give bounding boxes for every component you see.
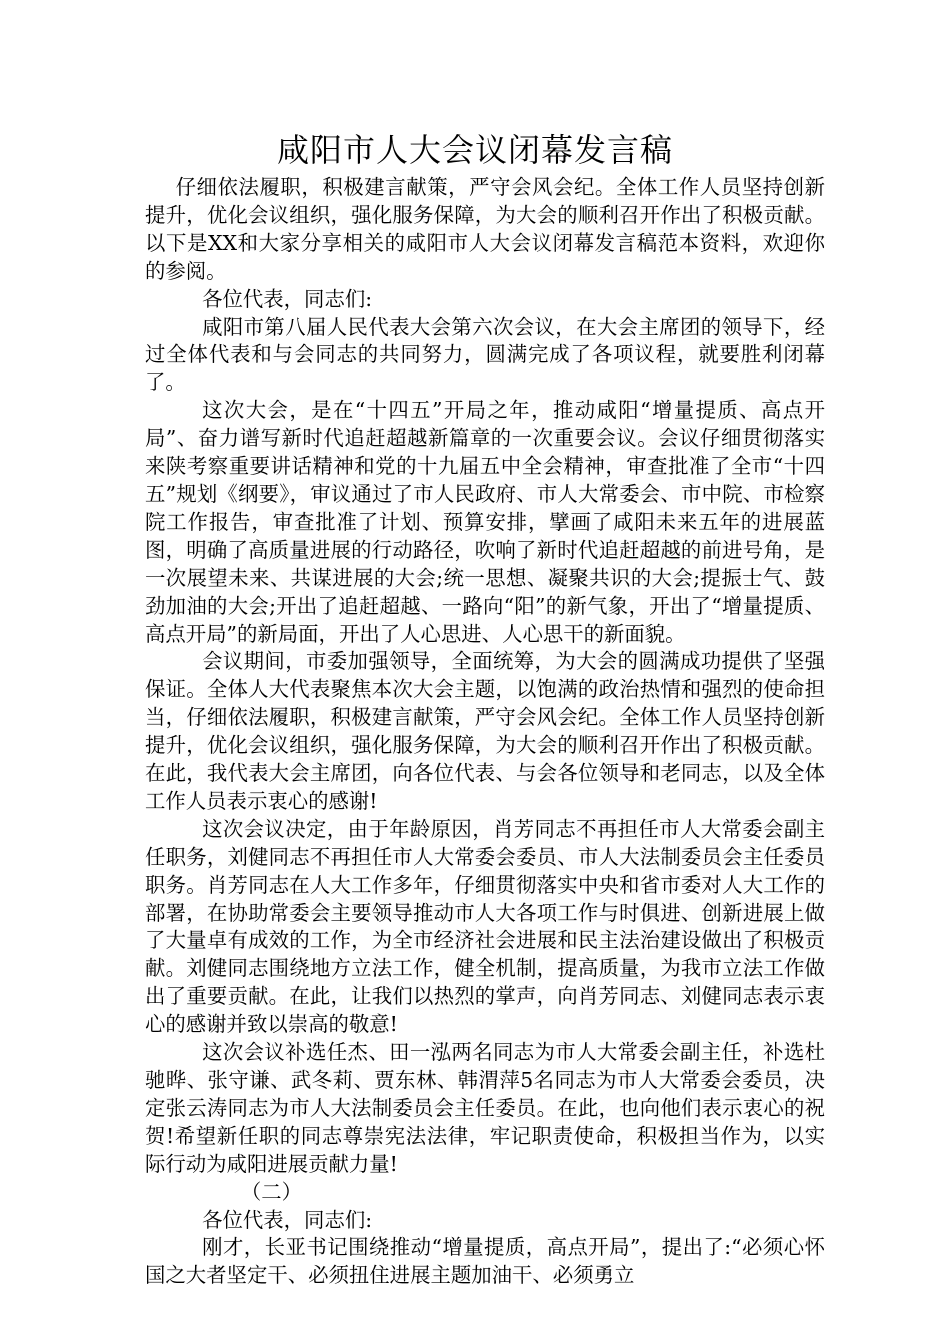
body-paragraph: 咸阳市第八届人民代表大会第六次会议，在大会主席团的领导下，经过全体代表和与会同志的共同努力，圆满完成了各项议程，就要胜利闭幕了。 bbox=[145, 314, 825, 395]
body-paragraph: 刚才，长亚书记围绕推动“增量提质，高点开局”，提出了:“必须心怀国之大者坚定干、必须扭住进展主题加油干、必须勇立 bbox=[145, 1235, 825, 1288]
document-body bbox=[145, 174, 825, 1290]
body-paragraph: 这次会议决定，由于年龄原因，肖芳同志不再担任市人大常委会副主任职务，刘健同志不再担任市人大常委会委员、市人大法制委员会主任委员职务。肖芳同志在人大工作多年，仔细贯彻落实中央和省市委对人大工作的部署，在协助常委会主要领导推动市人大各项工作与时俱进、创新进展上做了大量卓有成效的工作，为全市经济社会进展和民主法治建设做出了积极贡献。刘健同志围绕地方立法工作，健全机制，提高质量，为我市立法工作做出了重要贡献。在此，让我们以热烈的掌声，向肖芳同志、刘健同志表示衷心的感谢并致以崇高的敬意! bbox=[145, 816, 825, 1037]
salutation: 各位代表，同志们: bbox=[202, 1207, 373, 1232]
body-paragraph: 这次大会，是在“十四五”开局之年，推动咸阳“增量提质、高点开局”、奋力谱写新时代追赶超越新篇章的一次重要会议。会议仔细贯彻落实来陕考察重要讲话精神和党的十九届五中全会精神，审查批准了全市“十四五”规划《纲要》，审议通过了市人民政府、市人大常委会、市中院、市检察院工作报告，审查批准了计划、预算安排，擘画了咸阳未来五年的进展蓝图，明确了高质量进展的行动路径，吹响了新时代追赶超越的前进号角，是一次展望未来、共谋进展的大会;统一思想、凝聚共识的大会;提振士气、鼓劲加油的大会;开出了追赶超越、一路向“阳”的新气象，开出了“增量提质、高点开局”的新局面，开出了人心思进、人心思干的新面貌。 bbox=[145, 398, 825, 646]
body-paragraph: 会议期间，市委加强领导，全面统筹，为大会的圆满成功提供了坚强保证。全体人大代表聚焦本次大会主题，以饱满的政治热情和强烈的使命担当，仔细依法履职，积极建言献策，严守会风会纪。全体工作人员坚持创新提升，优化会议组织，强化服务保障，为大会的顺利召开作出了积极贡献。在此，我代表大会主席团，向各位代表、与会各位领导和老同志，以及全体工作人员表示衷心的感谢! bbox=[145, 649, 825, 813]
intro-paragraph: 仔细依法履职，积极建言献策，严守会风会纪。全体工作人员坚持创新提升，优化会议组织，强化服务保障，为大会的顺利召开作出了积极贡献。以下是XX和大家分享相关的咸阳市人大会议闭幕发言稿范本资料，欢迎你的参阅。 bbox=[145, 175, 825, 283]
document-title: 咸阳市人大会议闭幕发言稿 bbox=[276, 131, 673, 169]
body-paragraph: 这次会议补选任杰、田一泓两名同志为市人大常委会副主任，补选杜驰晔、张守谦、武冬莉、贾东林、韩渭萍5名同志为市人大常委会委员，决定张云涛同志为市人大法制委员会主任委员。在此，也向他们表示衷心的祝贺!希望新任职的同志尊崇宪法法律，牢记职责使命，积极担当作为，以实际行动为咸阳进展贡献力量! bbox=[145, 1040, 825, 1176]
section-heading: （二） bbox=[240, 1179, 303, 1204]
salutation: 各位代表，同志们: bbox=[202, 286, 373, 311]
